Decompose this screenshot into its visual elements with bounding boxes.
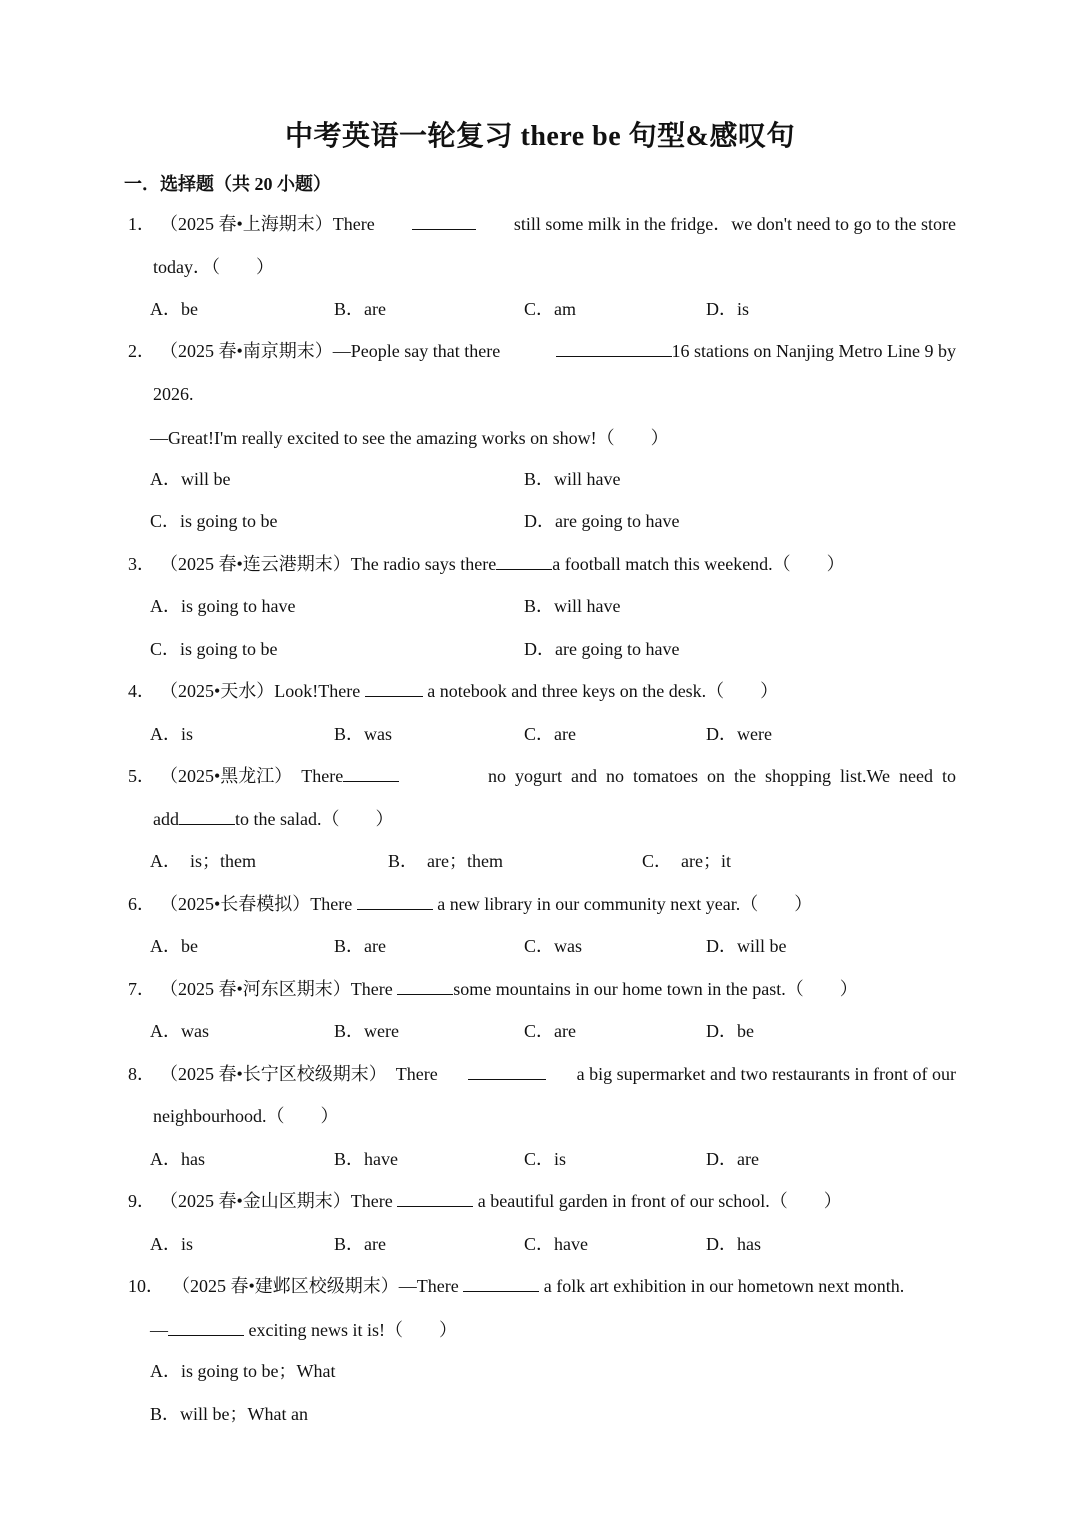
option-a: A．is going to have bbox=[150, 596, 296, 616]
option-c: C．is bbox=[524, 1149, 567, 1169]
question-stem: （2025 春•建邺区校级期末）—There a folk art exhibition in our hometown next month. bbox=[172, 1276, 905, 1296]
question-stem: （2025•长春模拟）There a new library in our community next year.（ ） bbox=[160, 894, 813, 914]
option-a: A．will be bbox=[150, 469, 231, 489]
question-stem-cont: neighbourhood.（ ） bbox=[153, 1106, 339, 1126]
option-c: C．am bbox=[524, 299, 576, 319]
question-stem: （2025 春•河东区期末）There some mountains in our home town in the past.（ ） bbox=[160, 979, 858, 999]
option-b: B．will have bbox=[524, 596, 621, 616]
question-stem: （2025 春•上海期末）There still some milk in the fridge．we don't need to go to the store bbox=[160, 214, 956, 234]
question-number: 6． bbox=[128, 894, 155, 914]
question-stem-cont: 2026. bbox=[153, 384, 194, 404]
option-b: B． are；them bbox=[388, 851, 503, 871]
answer-blank bbox=[397, 977, 453, 995]
answer-blank bbox=[463, 1274, 539, 1292]
question-stem-cont: today．（ ） bbox=[153, 257, 274, 277]
answer-blank bbox=[343, 764, 399, 782]
option-d: D．are going to have bbox=[524, 639, 680, 659]
answer-blank bbox=[412, 212, 476, 230]
question-number: 4． bbox=[128, 681, 155, 701]
option-a: A． is；them bbox=[150, 851, 256, 871]
answer-blank bbox=[365, 679, 423, 697]
question-number: 9． bbox=[128, 1191, 155, 1211]
question-stem: （2025 春•南京期末）—People say that there 16 stations on Nanjing Metro Line 9 by bbox=[160, 341, 956, 361]
option-c: C． are；it bbox=[642, 851, 731, 871]
question-dialogue: — exciting news it is!（ ） bbox=[150, 1320, 457, 1340]
option-d: D．are going to have bbox=[524, 511, 680, 531]
option-b: B．are bbox=[334, 299, 386, 319]
question-number: 10． bbox=[128, 1276, 164, 1296]
option-b: B．are bbox=[334, 936, 386, 956]
option-a: A．is bbox=[150, 1234, 194, 1254]
question-stem: （2025•黑龙江） There no yogurt and no tomatoes on the shopping list.We need to bbox=[160, 766, 956, 786]
option-b: B．are bbox=[334, 1234, 386, 1254]
option-b: B．have bbox=[334, 1149, 398, 1169]
question-dialogue: —Great!I'm really excited to see the amazing works on show!（ ） bbox=[150, 428, 669, 448]
option-c: C．are bbox=[524, 724, 576, 744]
option-d: D．has bbox=[706, 1234, 761, 1254]
question-stem: （2025 春•金山区期末）There a beautiful garden in front of our school.（ ） bbox=[160, 1191, 842, 1211]
answer-blank bbox=[357, 892, 433, 910]
question-number: 2． bbox=[128, 341, 155, 361]
question-number: 8． bbox=[128, 1064, 155, 1084]
option-c: C．are bbox=[524, 1021, 576, 1041]
answer-blank bbox=[556, 339, 672, 357]
option-d: D．were bbox=[706, 724, 772, 744]
option-a: A．was bbox=[150, 1021, 209, 1041]
option-b: B．will have bbox=[524, 469, 621, 489]
question-number: 7． bbox=[128, 979, 155, 999]
question-number: 5． bbox=[128, 766, 155, 786]
answer-blank bbox=[468, 1062, 546, 1080]
question-stem: （2025 春•连云港期末）The radio says there a football match this weekend.（ ） bbox=[160, 554, 845, 574]
section-heading: 一．选择题（共 20 小题） bbox=[124, 174, 331, 194]
answer-blank bbox=[179, 807, 235, 825]
answer-blank bbox=[168, 1318, 244, 1336]
page-title: 中考英语一轮复习 there be 句型&感叹句 bbox=[285, 121, 795, 152]
option-c: C．is going to be bbox=[150, 639, 278, 659]
option-a: A．be bbox=[150, 936, 198, 956]
option-b: B．will be；What an bbox=[150, 1404, 308, 1424]
option-d: D．will be bbox=[706, 936, 787, 956]
option-a: A．has bbox=[150, 1149, 205, 1169]
option-d: D．is bbox=[706, 299, 750, 319]
answer-blank bbox=[496, 552, 552, 570]
question-stem: （2025 春•长宁区校级期末） There a big supermarket and two restaurants in front of our bbox=[160, 1064, 956, 1084]
option-a: A．be bbox=[150, 299, 198, 319]
question-stem: （2025•天水）Look!There a notebook and three keys on the desk.（ ） bbox=[160, 681, 779, 701]
option-d: D．be bbox=[706, 1021, 754, 1041]
option-a: A．is bbox=[150, 724, 194, 744]
option-c: C．is going to be bbox=[150, 511, 278, 531]
option-c: C．was bbox=[524, 936, 582, 956]
option-b: B．were bbox=[334, 1021, 399, 1041]
option-b: B．was bbox=[334, 724, 392, 744]
question-stem-cont: add to the salad.（ ） bbox=[153, 809, 394, 829]
option-c: C．have bbox=[524, 1234, 588, 1254]
question-number: 3． bbox=[128, 554, 155, 574]
answer-blank bbox=[397, 1189, 473, 1207]
question-number: 1． bbox=[128, 214, 155, 234]
option-a: A．is going to be；What bbox=[150, 1361, 336, 1381]
option-d: D．are bbox=[706, 1149, 759, 1169]
